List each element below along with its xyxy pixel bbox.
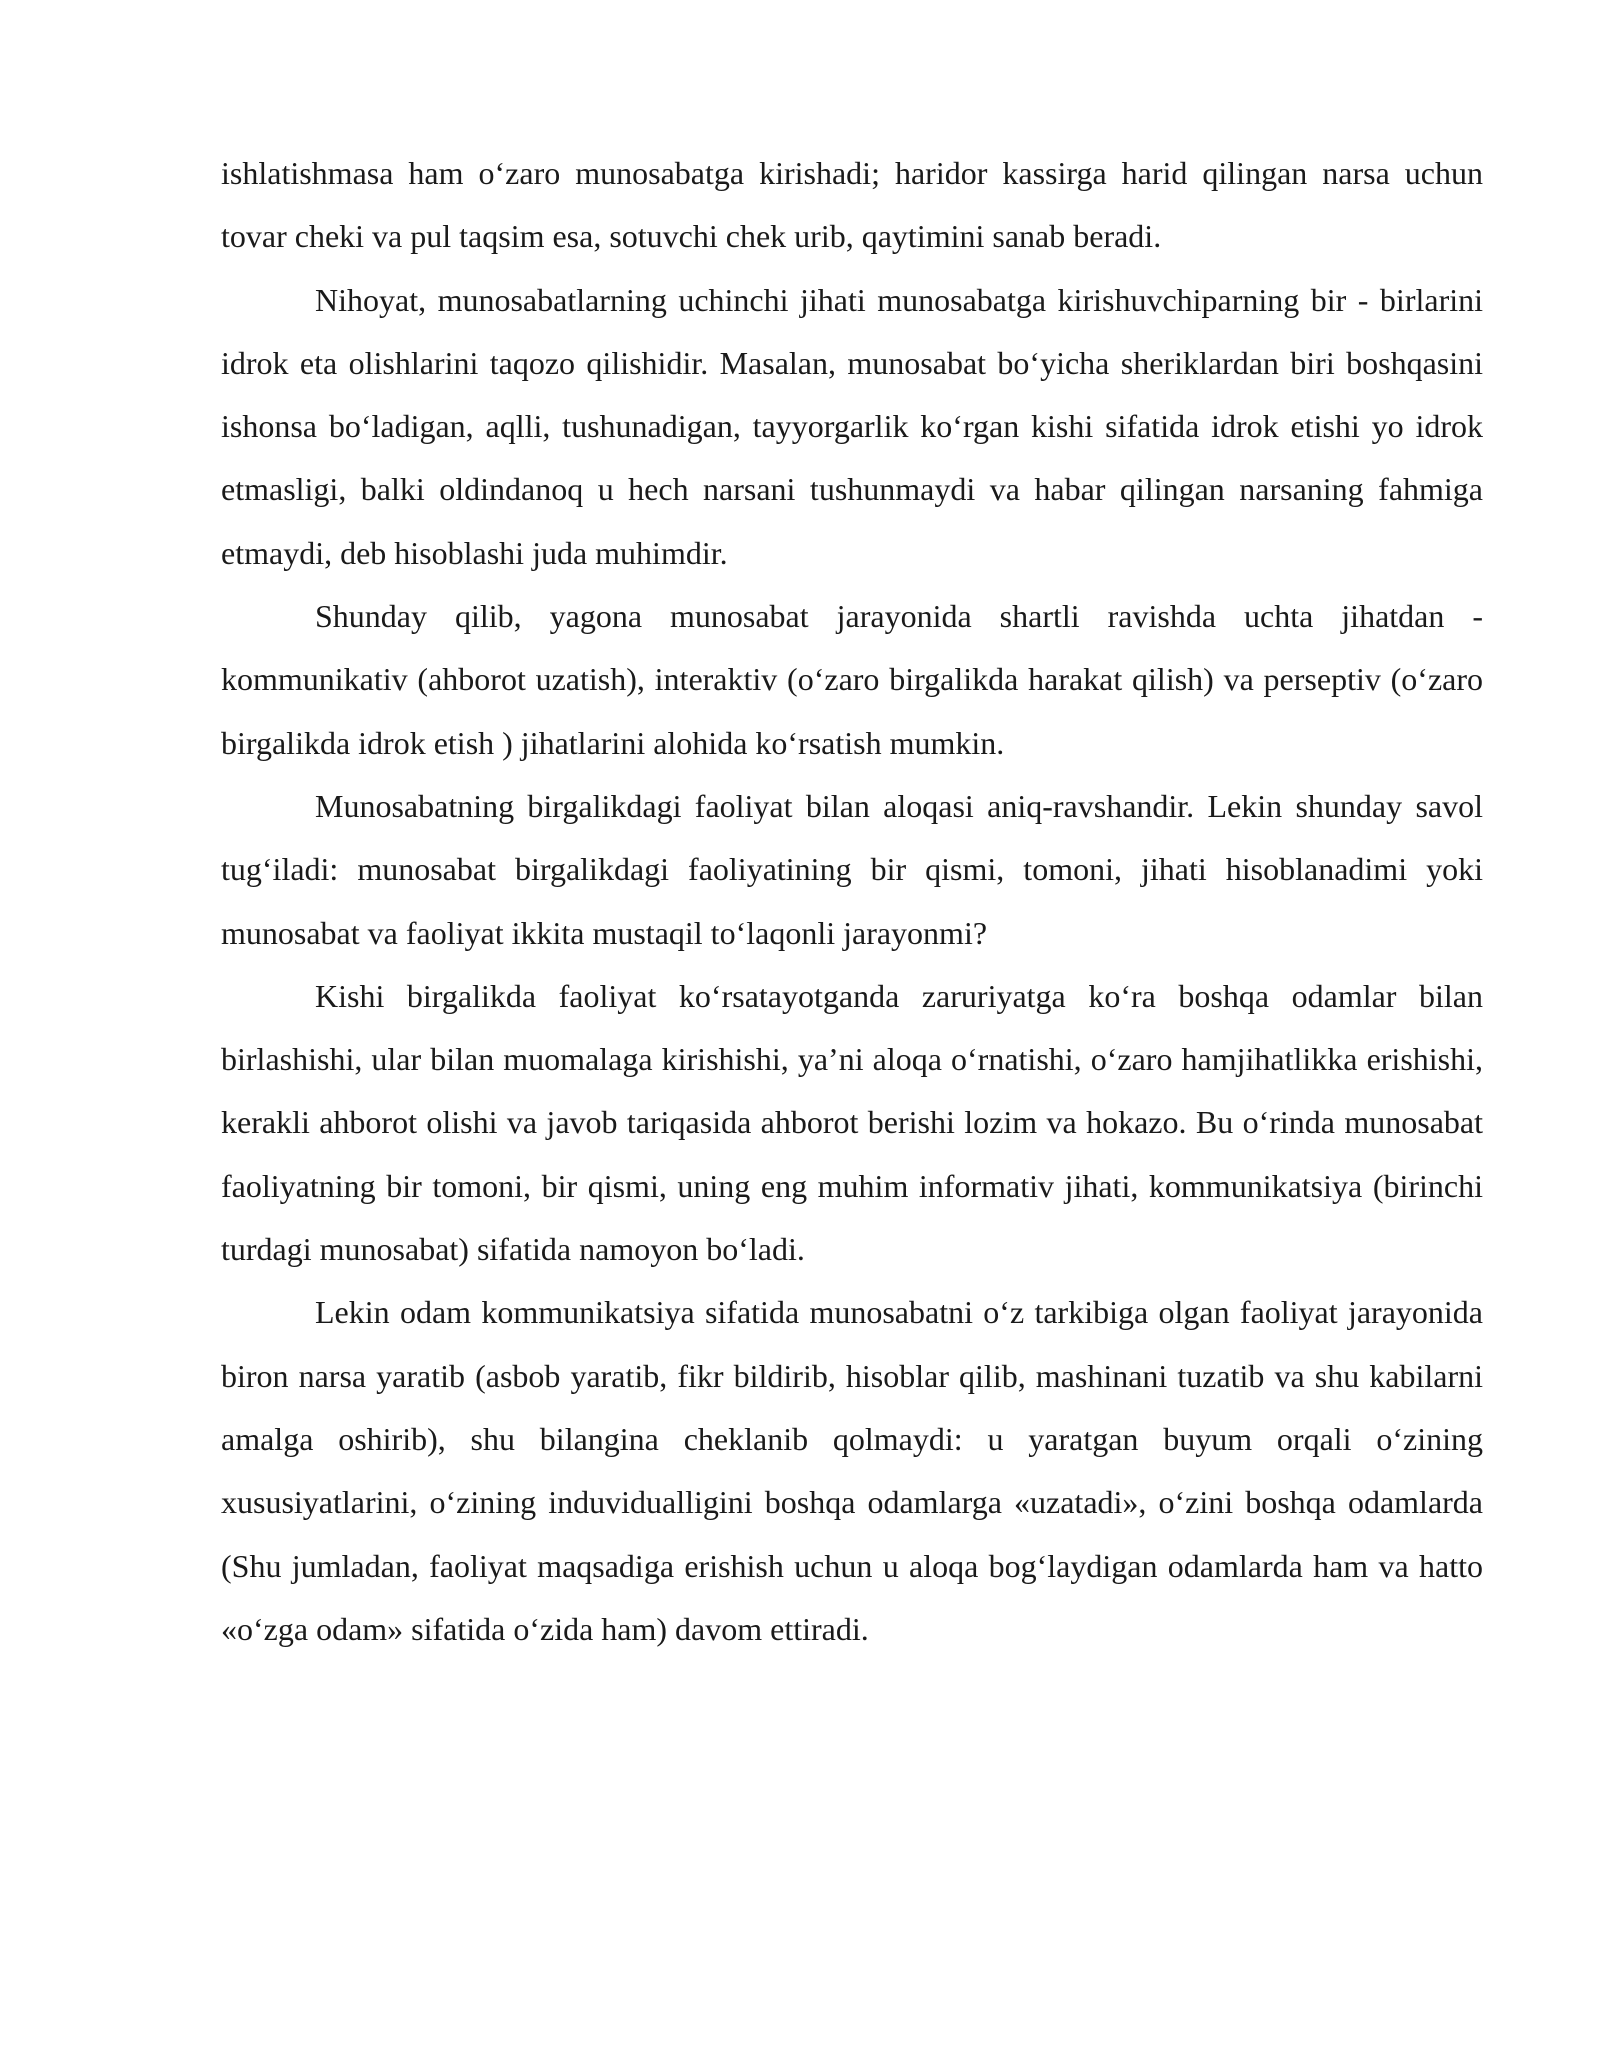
paragraph-communication-product: Lekin odam kommunikatsiya sifatida munosabatni o‘z tarkibiga olgan faoliyat jarayonida biron narsa yaratib (asbob yaratib, fikr bildirib, hisoblar qilib, mashinani tuzatib va shu kabilarni amalga oshirib), shu bilangina cheklanib qolmaydi: u yaratgan buyum orqali o‘zining xususiyatlarini, o‘zining induvidualligini boshqa odamlarga «uzatadi», o‘zini boshqa odamlarda (Shu jumladan, faoliyat maqsadiga erishish uchun u aloqa bog‘laydigan odamlarda ham va hatto «o‘zga odam» sifatida o‘zida ham) davom ettiradi. (221, 1294, 1483, 1647)
paragraph-joint-activity: Kishi birgalikda faoliyat ko‘rsatayotganda zaruriyatga ko‘ra boshqa odamlar bilan birlashishi, ular bilan muomalaga kirishishi, ya’ni aloqa o‘rnatishi, o‘zaro hamjihatlikka erishishi, kerakli ahborot olishi va javob tariqasida ahborot berishi lozim va hokazo. Bu o‘rinda munosabat faoliyatning bir tomoni, bir qismi, uning eng muhim informativ jihati, kommunikatsiya (birinchi turdagi munosabat) sifatida namoyon bo‘ladi. (221, 977, 1483, 1268)
document-page (221, 142, 1483, 1661)
paragraph-activity-relation: Munosabatning birgalikdagi faoliyat bilan aloqasi aniq-ravshandir. Lekin shunday savol tug‘iladi: munosabat birgalikdagi faoliyatining bir qismi, tomoni, jihati hisoblanadimi yoki munosabat va faoliyat ikkita mustaqil to‘laqonli jarayonmi? (221, 787, 1483, 951)
paragraph-perception-aspect: Nihoyat, munosabatlarning uchinchi jihati munosabatga kirishuvchiparning bir - birlarini idrok eta olishlarini taqozo qilishidir. Masalan, munosabat bo‘yicha sheriklardan biri boshqasini ishonsa bo‘ladigan, aqlli, tushunadigan, tayyorgarlik ko‘rgan kishi sifatida idrok etishi yo idrok etmasligi, balki oldindanoq u hech narsani tushunmaydi va habar qilingan narsaning fahmiga etmaydi, deb hisoblashi juda muhimdir. (221, 281, 1483, 571)
paragraph-continuation: ishlatishmasa ham o‘zaro munosabatga kirishadi; haridor kassirga harid qilingan narsa uchun tovar cheki va pul taqsim esa, sotuvchi chek urib, qaytimini sanab beradi. (221, 155, 1483, 255)
paragraph-three-aspects: Shunday qilib, yagona munosabat jarayonida shartli ravishda uchta jihatdan - kommunikativ (ahborot uzatish), interaktiv (o‘zaro birgalikda harakat qilish) va perseptiv (o‘zaro birgalikda idrok etish ) jihatlarini alohida ko‘rsatish mumkin. (221, 598, 1483, 761)
